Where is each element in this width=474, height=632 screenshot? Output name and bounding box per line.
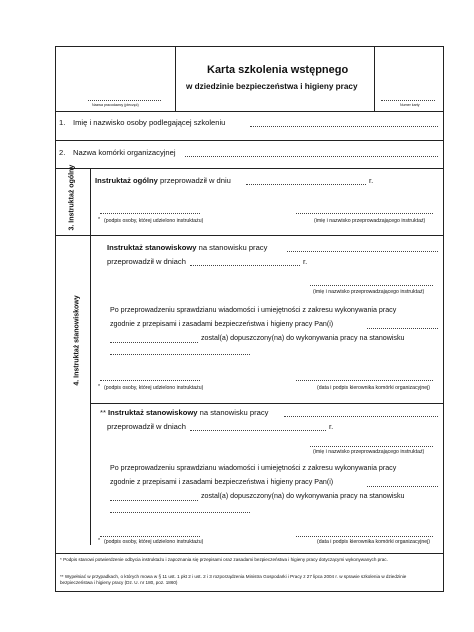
section-column-divider: [90, 168, 91, 545]
row-1-number: 1.: [59, 118, 66, 127]
footnote-2-mark: **: [60, 574, 64, 579]
section-4a-sig-right-line: [296, 380, 433, 381]
section-4b-days-field[interactable]: [190, 430, 326, 431]
footnote-1-text: Podpis stanowi potwierdzenie odbycia instruktażu i zapoznania się przepisami oraz zasadami bezpieczeństwa i higieny pracy dotyczącymi wykonywanych prac.: [63, 557, 388, 562]
section-4b-year: r.: [329, 422, 334, 431]
section-4a-text2: przeprowadził w dniach: [107, 257, 186, 266]
section-4b-sig-right: (data i podpis kierownika komórki organizacyjnej): [317, 539, 431, 545]
section-3-sig-left-line: [100, 213, 200, 214]
section-3-bold: Instruktaż ogólny: [95, 176, 158, 185]
section-4b-bold: Instruktaż stanowiskowy: [108, 408, 198, 417]
section-4b-name-field-2[interactable]: [110, 500, 198, 501]
employer-caption: Nazwa pracodawcy (pieczęć): [92, 103, 139, 107]
section-4b-position-field-2[interactable]: [110, 512, 250, 513]
employer-stamp-line: [88, 100, 161, 101]
section-4b-p2: zgodnie z przepisami i zasadami bezpieczeństwa i higieny pracy Pan(i): [110, 478, 334, 486]
section-4b-p1: Po przeprowadzeniu sprawdzianu wiadomości i umiejętności z zakresu wykonywania pracy: [110, 464, 397, 472]
section-4a-sig-right: (data i podpis kierownika komórki organizacyjnej): [317, 385, 431, 391]
section-4b-star: *: [98, 538, 101, 544]
section-3-star: *: [98, 217, 101, 223]
section-3-label: 3. Instruktaż ogólny: [68, 164, 76, 231]
section-4a-sig-left-line: [100, 380, 200, 381]
row-1-label: Imię i nazwisko osoby podlegającej szkoleniu: [73, 118, 226, 127]
section-4b-text1: na stanowisku pracy: [199, 408, 269, 417]
section-4a-p3: zostal(a) dopuszczony(na) do wykonywania pracy na stanowisku: [201, 334, 405, 342]
row-2-label: Nazwa komórki organizacyjnej: [73, 148, 176, 157]
section-4a-instructor-line: [310, 285, 433, 286]
section-3-sig-left: (podpis osoby, której udzielono instruktażu): [104, 218, 204, 224]
header-left-divider: [175, 46, 176, 111]
row-2-field[interactable]: [185, 156, 438, 157]
section-4a-bold: Instruktaż stanowiskowy: [107, 243, 197, 252]
header-bottom-line: [55, 111, 444, 112]
section-4-label: 4. Instruktaż stanowiskowy: [73, 295, 81, 386]
section-4a-instructor-caption: (imię i nazwisko przeprowadzającego instruktaż): [313, 289, 425, 295]
section-4b-instructor-line: [310, 446, 433, 447]
section-4a-days-field[interactable]: [190, 265, 300, 266]
section-3-sig-right-line: [296, 213, 433, 214]
section-4b-instructor-caption: (imię i nazwisko przeprowadzającego instruktaż): [313, 449, 425, 455]
footnote-2-text: Wypełniać w przypadkach, o których mowa w § 11 ust. 1 pkt 2 i ust. 2 i 3 rozporządzenia Ministra Gospodarki i Pracy z 27 lipca 2004 r. w sprawie szkolenia w dziedzinie bezpieczeństwa i higieny pracy (Dz. U. nr 180, poz. 1860): [60, 574, 407, 585]
section-4a-text1: na stanowisku pracy: [198, 243, 268, 252]
section-4a-sig-left: (podpis osoby, której udzielono instruktażu): [104, 385, 204, 391]
form-subtitle: w dziedzinie bezpieczeństwa i higieny pracy: [186, 82, 358, 91]
footnote-1: [60, 557, 438, 563]
section-3-date-field[interactable]: [246, 184, 366, 185]
section-4a-line-1: [107, 243, 267, 253]
section-4-bottom-line: [55, 553, 444, 554]
section-3-sig-right: (imię i nazwisko przeprowadzającego instruktaż): [314, 218, 426, 224]
section-4a-p2: zgodnie z przepisami i zasadami bezpieczeństwa i higieny pracy Pan(i): [110, 320, 334, 328]
section-4b-stars: **: [100, 408, 106, 417]
section-4a-p1: Po przeprowadzeniu sprawdzianu wiadomości i umiejętności z zakresu wykonywania pracy: [110, 306, 397, 314]
section-4b-name-field[interactable]: [367, 486, 438, 487]
row-1-field[interactable]: [250, 126, 438, 127]
section-4a-position-field-2[interactable]: [110, 354, 250, 355]
section-4a-star: *: [98, 384, 101, 390]
section-3-line: [95, 176, 231, 186]
section-4b-sig-left-line: [100, 536, 200, 537]
footnote-2: [60, 574, 438, 586]
section-4b-sig-left: (podpis osoby, której udzielono instruktażu): [104, 539, 204, 545]
row-2-number: 2.: [59, 148, 66, 157]
section-4b-line-1: [100, 408, 268, 418]
section-3-text: przeprowadził w dniu: [160, 176, 231, 185]
header-right-divider: [374, 46, 375, 111]
section-4a-year: r.: [303, 257, 308, 266]
section-3-bottom-line: [55, 235, 444, 236]
section-4a-name-field-2[interactable]: [110, 342, 198, 343]
section-4a-position-field[interactable]: [287, 251, 438, 252]
section-3-year: r.: [369, 176, 374, 185]
section-4b-text2: przeprowadził w dniach: [107, 422, 186, 431]
section-4-mid-line: [90, 403, 444, 404]
section-4b-position-field[interactable]: [284, 416, 438, 417]
form-title: Karta szkolenia wstępnego: [207, 64, 349, 76]
row-2-bottom-line: [55, 168, 444, 169]
footnote-1-mark: *: [60, 557, 62, 562]
card-number-line: [381, 100, 435, 101]
section-4a-name-field[interactable]: [367, 328, 438, 329]
row-1-bottom-line: [55, 140, 444, 141]
section-4b-p3: zostal(a) dopuszczony(na) do wykonywania pracy na stanowisku: [201, 492, 405, 500]
card-number-caption: Numer karty: [400, 103, 420, 107]
section-4b-sig-right-line: [296, 536, 433, 537]
